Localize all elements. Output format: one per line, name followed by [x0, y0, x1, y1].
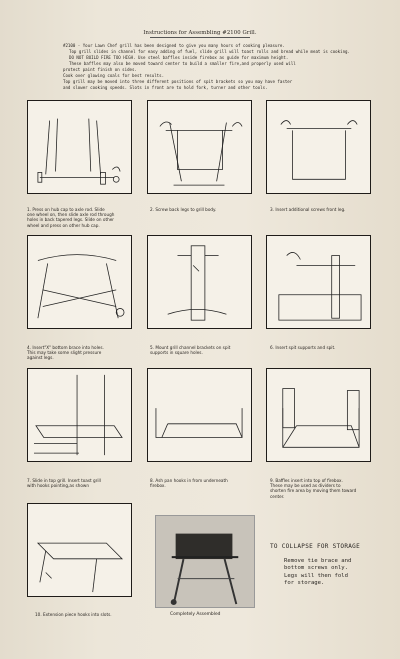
caption-line: 7. Slide in top grill. Insert toast grill: [27, 478, 101, 483]
intro-line: protect paint finish on sides.: [63, 67, 137, 72]
caption-line: 1. Press on hub cap to axle rod. Slide: [27, 207, 105, 212]
step-2-illustration: [147, 100, 252, 194]
collapse-line: bottom screws only.: [284, 565, 348, 572]
intro-text: [63, 43, 363, 91]
caption-line: 9. Baffles insert into top of firebox.: [270, 478, 343, 483]
step-4-caption: [27, 345, 137, 361]
collapse-heading: TO COLLAPSE FOR STORAGE: [270, 543, 360, 550]
collapse-line: for storage.: [284, 580, 325, 587]
intro-line: and slower cooking speeds. Slots in front are to hold fork, turner and other tools.: [63, 85, 268, 90]
step-2-caption: [150, 207, 260, 212]
step-1-caption: [27, 207, 137, 228]
intro-line: Top grill slides in channel for easy adding of fuel, slide grill will toast rolls and bread while meat is cooking.: [69, 49, 350, 54]
caption-line: 6. Insert spit supports and spit.: [270, 345, 336, 350]
intro-line: These baffles may also be moved toward center to build a smaller fire,and properly used will: [69, 61, 296, 66]
caption-line: 8. Ash pan hooks in from underneath: [150, 478, 228, 483]
caption-line: This may take some slight pressure: [27, 350, 102, 356]
step-8-illustration: [147, 368, 252, 462]
caption-line: These may be used as dividers to: [270, 483, 341, 489]
caption-line: supports in square holes.: [150, 350, 203, 356]
step-9-caption: [270, 478, 380, 499]
caption-line: center.: [270, 493, 285, 499]
step-5-caption: [150, 345, 260, 355]
step-7-illustration: [27, 368, 132, 462]
intro-line: Top grill may be moved into three different positions of spit brackets so you may have faster: [63, 79, 293, 84]
caption-line: with hooks pointing,as shown: [27, 483, 89, 489]
step-10-caption: [35, 612, 145, 617]
step-5-illustration: [147, 235, 252, 329]
caption-line: wheel and press on other hub cap.: [27, 222, 100, 228]
page-title: Instructions for Assembling #2100 Grill.: [143, 30, 257, 36]
caption-line: 5. Mount grill channel brackets on spit: [150, 345, 231, 350]
caption-line: one wheel on, then slide axle rod through: [27, 212, 115, 218]
step-6-illustration: [266, 235, 371, 329]
step-1-illustration: [27, 100, 132, 194]
title-underline: [150, 37, 250, 38]
caption-line: shorten fire area by moving them toward: [270, 488, 357, 494]
photo-caption: Completely Assembled: [170, 612, 221, 617]
collapse-line: Legs will then fold: [284, 572, 348, 579]
caption-line: holes in back tapered legs. Slide on other: [27, 217, 115, 223]
intro-line: DO NOT BUILD FIRE TOO HIGH. Use steel baffles inside firebox as guide for maximum height.: [69, 55, 289, 60]
assembled-grill-photo: [155, 515, 255, 608]
step-4-illustration: [27, 235, 132, 329]
intro-line: #2100 - Your Lawn Chef grill has been designed to give you many hours of cooking pleasure.: [63, 43, 285, 48]
step-9-illustration: [266, 368, 371, 462]
step-10-illustration: [27, 503, 132, 597]
collapse-instructions: [284, 558, 384, 588]
caption-line: 10. Extension piece hooks into slots.: [35, 612, 112, 617]
step-8-caption: [150, 478, 260, 488]
step-3-illustration: [266, 100, 371, 194]
caption-line: 3. Insert additional screws front leg.: [270, 207, 346, 212]
caption-line: 2. Screw back legs to grill body.: [150, 207, 217, 212]
step-7-caption: [27, 478, 137, 488]
caption-line: against legs.: [27, 355, 54, 361]
caption-line: 4. Insert"X" bottom brace into holes.: [27, 345, 104, 350]
collapse-line: Remove tie brace and: [284, 558, 352, 564]
caption-line: firebox.: [150, 483, 166, 489]
intro-line: Cook over glowing coals for best results.: [63, 73, 165, 78]
step-6-caption: [270, 345, 380, 350]
step-3-caption: [270, 207, 380, 212]
